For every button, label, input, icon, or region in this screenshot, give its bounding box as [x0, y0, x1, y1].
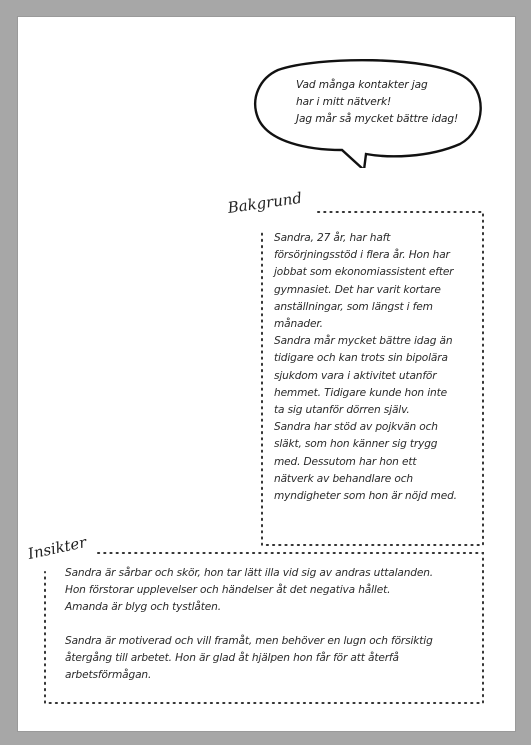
text-line: Sandra, 27 år, har haft: [274, 232, 391, 244]
text-line: återgång till arbetet. Hon är glad åt hjälpen hon får för att återfå: [65, 652, 399, 664]
text-line: sjukdom vara i aktivitet utanför: [274, 369, 437, 382]
text-line: hemmet. Tidigare kunde hon inte: [274, 386, 447, 399]
insights-title: Insikter: [26, 533, 88, 563]
bubble-line: Jag mår så mycket bättre idag!: [296, 113, 459, 125]
bubble-line: har i mitt nätverk!: [296, 96, 392, 108]
text-line: Amanda är blyg och tystlåten.: [65, 601, 221, 613]
text-line: Sandra har stöd av pojkvän och: [274, 421, 438, 434]
text-line: nätverk av behandlare och: [274, 472, 413, 485]
text-line: jobbat som ekonomiassistent efter: [274, 266, 454, 279]
text-line: arbetsförmågan.: [65, 669, 152, 681]
text-line: med. Dessutom har hon ett: [274, 455, 417, 468]
text-line: Sandra mår mycket bättre idag än: [274, 335, 453, 348]
text-line: Sandra är sårbar och skör, hon tar lätt illa vid sig av andras uttalanden.: [65, 567, 434, 579]
text-line: månader.: [274, 318, 323, 331]
text-line: Hon förstorar upplevelser och händelser åt det negativa hållet.: [65, 584, 391, 596]
background-title: Bakgrund: [226, 188, 304, 217]
text-line: försörjningsstöd i flera år. Hon har: [274, 249, 450, 262]
speech-bubble-text: [296, 77, 486, 128]
paragraph-gap: [65, 616, 475, 633]
text-line: Sandra är motiverad och vill framåt, men behöver en lugn och försiktig: [65, 635, 433, 647]
text-line: tidigare och kan trots sin bipolära: [274, 352, 448, 365]
insights-text: [65, 565, 475, 684]
text-line: släkt, som hon känner sig trygg: [274, 438, 438, 451]
text-line: ta sig utanför dörren själv.: [274, 404, 410, 417]
bubble-line: Vad många kontakter jag: [296, 79, 428, 91]
text-line: gymnasiet. Det har varit kortare: [274, 283, 441, 296]
background-text: [274, 230, 484, 505]
text-line: anställningar, som längst i fem: [274, 300, 433, 313]
text-line: myndigheter som hon är nöjd med.: [274, 490, 457, 503]
